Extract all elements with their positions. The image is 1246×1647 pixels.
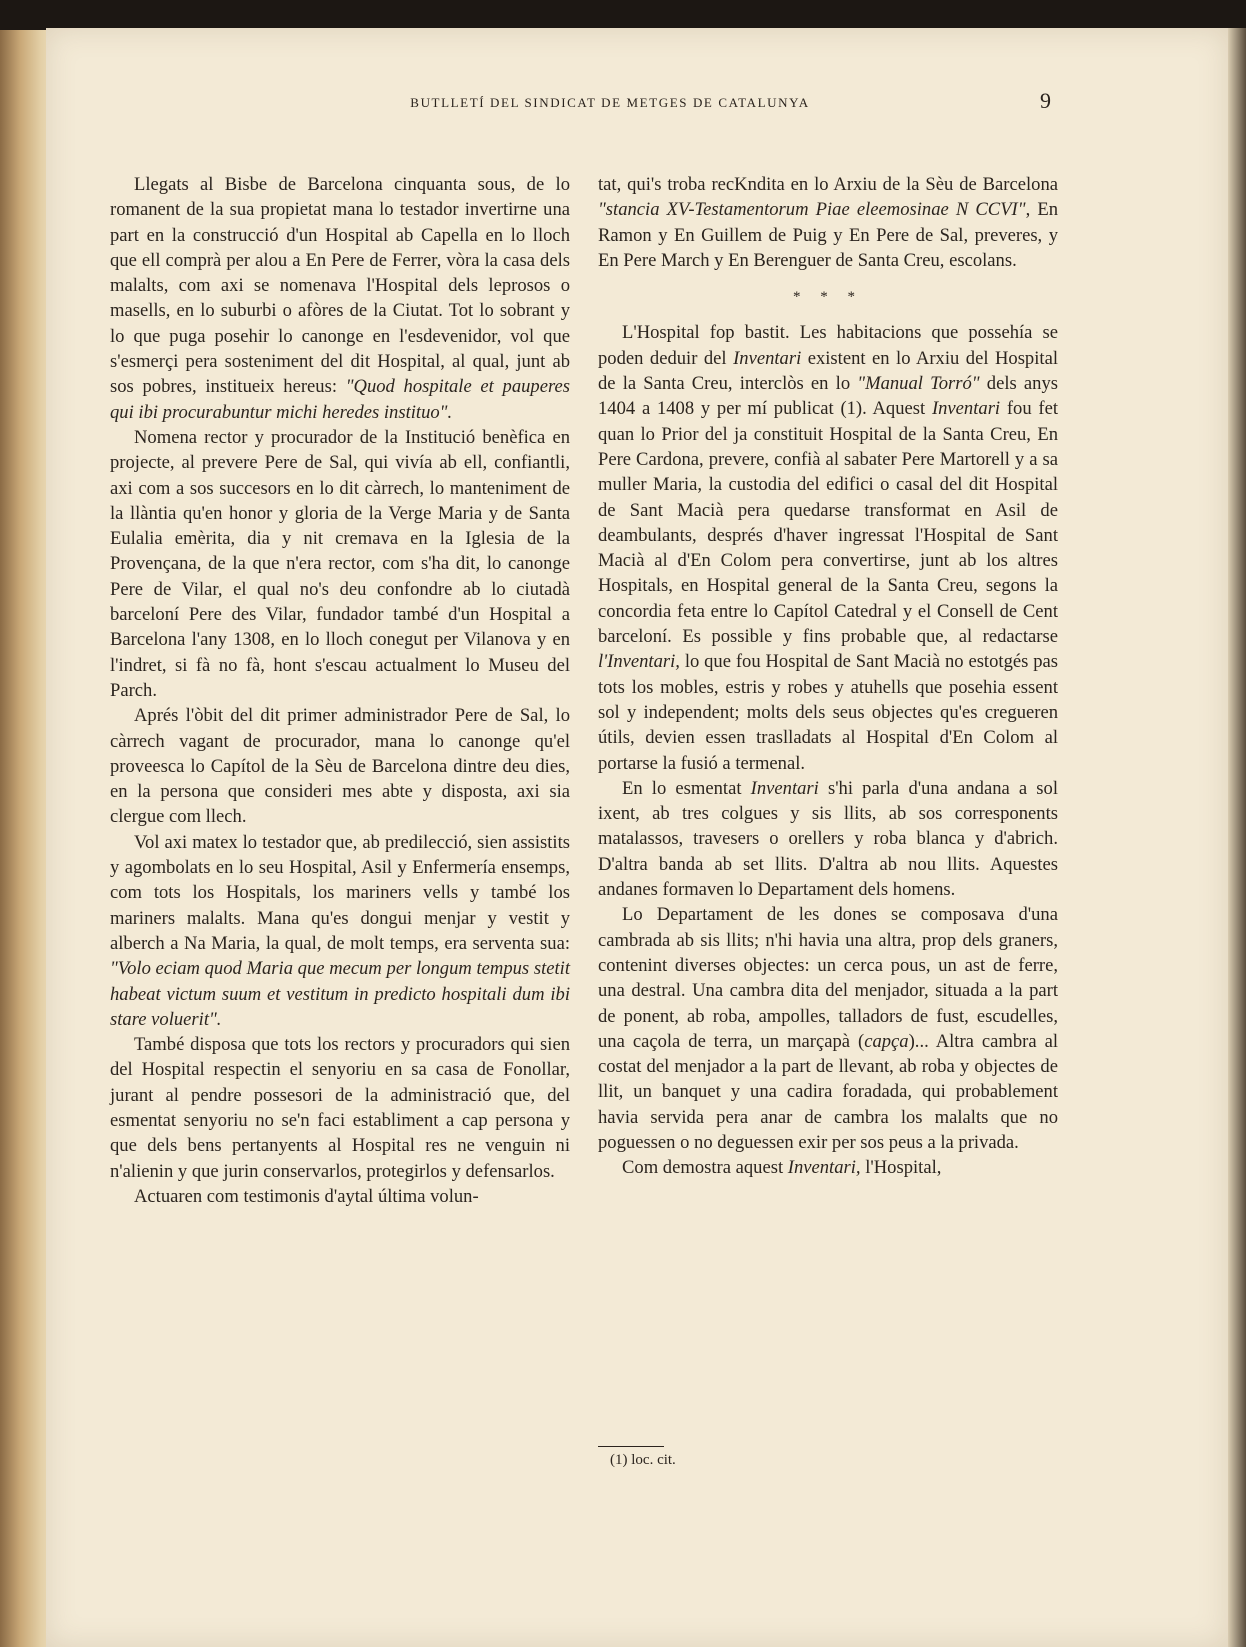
footnote-rule <box>598 1446 664 1447</box>
text-span: Vol axi matex lo testador que, ab predilecció, sien assistits y agombolats en lo seu Hospital, Asil y Enfermería ensemps, com tots los Hospitals, los mariners vells y també los mariners malalts. Mana qu'es dongui menjar y vestit y alberch a Na Maria, la qual, de molt temps, era serventa sua: <box>110 831 570 954</box>
paragraph <box>598 320 1058 775</box>
text-span: existent en lo Arxiu del Hospital de la Santa Creu, interclòs en lo <box>598 347 1058 395</box>
italic-term: capça <box>864 1030 909 1052</box>
text-span: tat, qui's troba recKndita en lo Arxiu de la Sèu de Barcelona <box>598 174 1058 195</box>
latin-quote: "stancia XV-Testamentorum Piae eleemosinae N CCVI" <box>598 199 1026 221</box>
paragraph: Nomena rector y procurador de la Institució benèfica en projecte, al prevere Pere de Sal, qui vivía ab ell, confiantli, axi com a sos succesors en lo dit càrrech, lo manteniment de la llàntia qu'en honor y gloria de la Verge Maria y de Santa Eulalia emèrita, dia y nit cremava en la Iglesia de la Provençana, de la que n'era rector, com s'ha dit, lo canonge Pere de Vilar, el qual no's deu confondre ab lo ciutadà barceloní Pere des Vilar, fundador també d'un Hospital a Barcelona l'any 1308, en lo lloch conegut per Vilanova y en l'indret, si fà no fà, hont s'escau actualment lo Museu del Parch. <box>110 426 570 701</box>
page-edge <box>1228 28 1246 1647</box>
paragraph <box>598 902 1058 1155</box>
text-span: )... Altra cambra al costat del menjador a la part de llevant, ab roba y objectes de llit, un banquet y una cadira foradada, qui probablement havia servida pera anar de cambra los malalts que no poguessen o no deguessen exir per sos peus a la privada. <box>598 1030 1058 1153</box>
paragraph <box>110 830 570 1032</box>
text-span: En lo esmentat <box>622 777 751 799</box>
paragraph <box>110 172 570 425</box>
paragraph <box>598 172 1058 273</box>
latin-quote: "Quod hospitale et pauperes qui ibi procurabuntur michi heredes instituo". <box>110 376 571 423</box>
text-span: L'Hospital fop bastit. Les habitacions que possehía se poden deduir del <box>598 322 1058 369</box>
text-span: fou fet quan lo Prior del ja constituit Hospital de la Santa Creu, En Pere Cardona, prevere, confià al sabater Pere Martorell y a sa muller Maria, la custodia del edifici o casal del dit Hospital de Sant Macià pera quedarse transformat en Asil de deambulants, després d'haver ingressat l'Hospital de Sant Macià al d'En Colom pera convertirse, junt ab los altres Hospitals, en Hospital general de la Santa Creu, segons la concordia feta entre lo Capítol Catedral y el Consell de Cent barceloní. Es possible y fins probable que, al redactarse <box>598 398 1058 648</box>
italic-term: "Manual Torró" <box>857 373 980 395</box>
text-span: dels anys 1404 a 1408 y per mí publicat (1). Aquest <box>598 373 1058 420</box>
running-title: BUTLLETÍ DEL SINDICAT DE METGES DE CATALUNYA <box>410 95 810 110</box>
left-column <box>110 172 570 1209</box>
text-span: Llegats al Bisbe de Barcelona cinquanta sous, de lo romanent de la sua propietat mana lo testador invertirne una part en la construcció d'un Hospital ab Capella en lo lloch que ell comprà per alou a En Pere de Ferrer, vòra la casa dels malalts, com axi se nomenava l'Hospital dels leprosos o masells, en lo suburbi o afòres de la Ciutat. Tot lo sobrant y lo que puga posehir lo canonge en l'esdevenidor, vol que s'esmerçi pera sosteniment del dit Hospital, al qual, junt ab sos pobres, institueix hereus: <box>110 174 570 398</box>
text-span: lo que fou Hospital de Sant Macià no estotgés pas tots los mobles, estris y robes y atuhells que posehia essent sol y independent; molts dels seus objectes qu'es cregueren útils, devien essen traslladats al Hospital d'En Colom al portarse la fusió a termenal. <box>598 651 1058 774</box>
paragraph: Aprés l'òbit del dit primer administrador Pere de Sal, lo càrrech vagant de procurador, mana lo canonge qu'el proveesca lo Capítol de la Sèu de Barcelona dintre deu dies, en la persona que consideri mes abte y disposta, axi sia clergue com llech. <box>110 705 570 828</box>
italic-term: Inventari <box>750 777 819 799</box>
italic-term: Inventari, <box>787 1157 861 1179</box>
section-separator: * * * <box>793 289 863 306</box>
text-span: , En Ramon y En Guillem de Puig y En Pere de Sal, preveres, y En Pere March y En Berenguer de Santa Creu, escolans. <box>598 199 1058 271</box>
text-span: l'Hospital, <box>860 1157 942 1179</box>
italic-term: Inventari <box>733 347 802 369</box>
paragraph <box>598 1155 1058 1180</box>
text-span: Lo Departament de les dones se composava d'una cambrada ab sis llits; n'hi havia una altra, prop dels graners, contenint diverses objectes: un cerca pous, un ast de ferre, una destral. Una cambra dita del menjador, situada a la part de ponent, ab roba, ampolles, talladors de fust, escudelles, una caçola de terra, un marçapà ( <box>598 904 1058 1052</box>
page-number: 9 <box>1040 88 1051 113</box>
italic-term: l'Inventari, <box>598 651 680 673</box>
footnote: (1) loc. cit. <box>610 1452 676 1468</box>
text-span: Com demostra aquest <box>622 1157 788 1179</box>
text-span: s'hi parla d'una andana a sol ixent, ab tres colgues y sis llits, ab sos corresponents matalassos, travesers o orellers y roba blanca y d'abrich. D'altra banda ab set llits. D'altra ab nou llits. Aquestes andanes formaven lo Departament dels homens. <box>598 777 1058 901</box>
paragraph <box>598 776 1058 902</box>
latin-quote: "Volo eciam quod Maria que mecum per longum tempus stetit habeat victum suum et vestitum in predicto hospitali dum ibi stare voluerit". <box>110 958 570 1030</box>
paragraph: Actuaren com testimonis d'aytal última volun- <box>134 1185 479 1207</box>
paragraph: També disposa que tots los rectors y procuradors qui sien del Hospital respectin el senyoriu en sa casa de Fonollar, jurant al pendre possesori de la administració que, del esmentat senyoriu no se'n faci establiment a cap persona y que dels bens pertanyents al Hospital res ne venguin ni n'alienin y que jurin conservarlos, protegirlos y defensarlos. <box>110 1034 570 1182</box>
italic-term: Inventari <box>931 398 1001 420</box>
right-column <box>598 172 1058 1181</box>
